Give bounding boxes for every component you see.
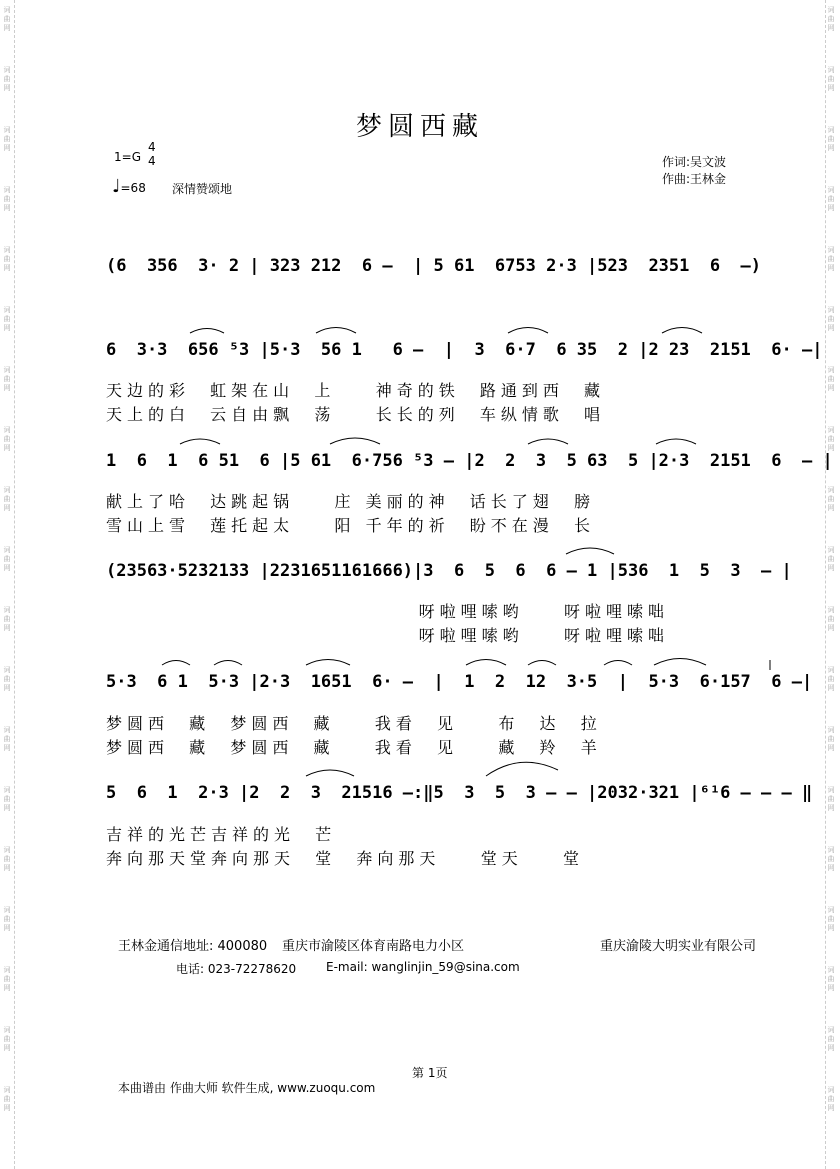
watermark-text: 词 曲 网 <box>3 1026 11 1052</box>
contact-email: E-mail: wanglinjin_59@sina.com <box>326 960 520 974</box>
lyricist-credit: 作词:吴文波 <box>662 155 727 169</box>
watermark-text: 词 曲 网 <box>827 426 835 452</box>
song-title: 梦圆西藏 <box>355 112 484 142</box>
watermark-text: 词 曲 网 <box>3 846 11 872</box>
slur-mark <box>654 659 706 666</box>
contact-address-label: 王林金通信地址: 400080 <box>118 939 268 954</box>
slur-mark <box>508 328 548 334</box>
slur-mark <box>180 439 220 444</box>
watermark-text: 词 曲 网 <box>3 306 11 332</box>
watermark-text: 词 曲 网 <box>827 666 835 692</box>
watermark-text: 词 曲 网 <box>827 486 835 512</box>
watermark-text: 词 曲 网 <box>827 1086 835 1112</box>
expression-marking: 深情赞颂地 <box>172 182 233 196</box>
lyric-line-2a: 天边的彩 虹架在山 上 神奇的铁 路通到西 藏 <box>106 381 606 400</box>
watermark-text: 词 曲 网 <box>827 906 835 932</box>
slur-mark <box>330 438 380 444</box>
watermark-text: 词 曲 网 <box>3 1086 11 1112</box>
lyric-line-5b: 梦圆西 藏 梦圆西 藏 我看 见 藏 羚 羊 <box>106 738 602 757</box>
lyric-line-5a: 梦圆西 藏 梦圆西 藏 我看 见 布 达 拉 <box>106 714 602 733</box>
watermark-text: 词 曲 网 <box>827 546 835 572</box>
slur-mark <box>214 661 242 666</box>
slur-mark <box>604 661 632 666</box>
watermark-text: 词 曲 网 <box>3 426 11 452</box>
staff-line-5: 5·3 6 1 5·3 |2·3 1651 6· – | 1 2 12 3·5 | 5·3 6·157 6 –| <box>106 672 813 692</box>
slur-mark <box>190 329 224 334</box>
key-label: 1=G <box>114 150 141 164</box>
watermark-text: 词 曲 网 <box>3 546 11 572</box>
slur-mark <box>528 661 556 666</box>
watermark-text: 词 曲 网 <box>3 606 11 632</box>
generator-credit: 本曲谱由 作曲大师 软件生成, www.zuoqu.com <box>118 1081 376 1095</box>
staff-line-4: (23563·5232133 |2231651161666)|3 6 5 6 6 – 1 |536 1 5 3 – | <box>106 561 792 581</box>
watermark-text: 词 曲 网 <box>3 246 11 272</box>
lyric-line-6b: 奔向那天堂奔向那天 堂 奔向那天 堂天 堂 <box>106 849 585 868</box>
slur-mark <box>662 328 702 334</box>
company-name: 重庆渝陵大明实业有限公司 <box>600 939 757 954</box>
quarter-note-icon: ♩ <box>112 176 121 197</box>
watermark-text: 词 曲 网 <box>827 606 835 632</box>
watermark-text: 词 曲 网 <box>3 186 11 212</box>
tempo-value: =68 <box>120 181 146 195</box>
slur-mark <box>306 770 354 776</box>
lyric-line-4a: 呀啦哩嗦哟 呀啦哩嗦咄 <box>106 602 670 621</box>
watermark-text: 词 曲 网 <box>3 906 11 932</box>
watermark-text: 词 曲 网 <box>3 366 11 392</box>
page-number: 第 1页 <box>412 1066 448 1080</box>
lyric-line-2b: 天上的白 云自由飘 荡 长长的列 车纵情歌 唱 <box>106 405 606 424</box>
watermark-text: 词 曲 网 <box>3 966 11 992</box>
slur-mark <box>466 660 506 666</box>
slur-mark <box>656 439 696 444</box>
contact-phone: 电话: 023-72278620 <box>176 962 297 976</box>
watermark-text: 词 曲 网 <box>827 6 835 32</box>
lyric-line-6a: 吉祥的光芒吉祥的光 芒 <box>106 825 337 844</box>
watermark-text: 词 曲 网 <box>827 246 835 272</box>
time-top: 4 <box>148 140 156 154</box>
watermark-text: 词 曲 网 <box>3 6 11 32</box>
slur-mark <box>162 661 190 666</box>
lyric-line-4b: 呀啦哩嗦哟 呀啦哩嗦咄 <box>106 626 670 645</box>
watermark-text: 词 曲 网 <box>827 966 835 992</box>
slur-mark <box>566 548 614 554</box>
watermark-text: 词 曲 网 <box>827 846 835 872</box>
staff-line-3: 1 6 1 6 51 6 |5 61 6·756 ⁵3 – |2 2 3 5 63 5 |2·3 2151 6 – | <box>106 451 833 471</box>
slur-mark <box>316 328 356 334</box>
lyric-line-3a: 献上了哈 达跳起锅 庄 美丽的神 话长了翅 膀 <box>106 492 595 511</box>
staff-line-1: (6 356 3· 2 | 323 212 6 – | 5 61 6753 2·3 |523 2351 6 –) <box>106 256 762 276</box>
watermark-text: 词 曲 网 <box>827 786 835 812</box>
composer-credit: 作曲:王林金 <box>662 172 727 186</box>
watermark-text: 词 曲 网 <box>827 1026 835 1052</box>
slur-mark <box>528 439 568 444</box>
watermark-text: 词 曲 网 <box>3 486 11 512</box>
watermark-text: 词 曲 网 <box>827 366 835 392</box>
watermark-text: 词 曲 网 <box>3 726 11 752</box>
slur-mark <box>486 762 558 776</box>
watermark-text: 词 曲 网 <box>3 666 11 692</box>
staff-line-2: 6 3·3 656 ⁵3 |5·3 56 1 6 – | 3 6·7 6 35 2 |2 23 2151 6· –| <box>106 340 823 360</box>
watermark-text: 词 曲 网 <box>827 66 835 92</box>
time-bottom: 4 <box>148 154 156 168</box>
slur-mark <box>306 660 350 666</box>
watermark-text: 词 曲 网 <box>827 186 835 212</box>
lyric-line-3b: 雪山上雪 莲托起太 阳 千年的祈 盼不在漫 长 <box>106 516 595 535</box>
watermark-text: 词 曲 网 <box>3 786 11 812</box>
contact-address: 重庆市渝陵区体育南路电力小区 <box>282 939 465 954</box>
watermark-text: 词 曲 网 <box>3 126 11 152</box>
staff-line-6: 5 6 1 2·3 |2 2 3 21516 –:‖5 3 5 3 – – |2032·321 |⁶¹6 – – – ‖ <box>106 783 813 803</box>
watermark-text: 词 曲 网 <box>827 726 835 752</box>
watermark-text: 词 曲 网 <box>827 306 835 332</box>
watermark-text: 词 曲 网 <box>3 66 11 92</box>
watermark-text: 词 曲 网 <box>827 126 835 152</box>
